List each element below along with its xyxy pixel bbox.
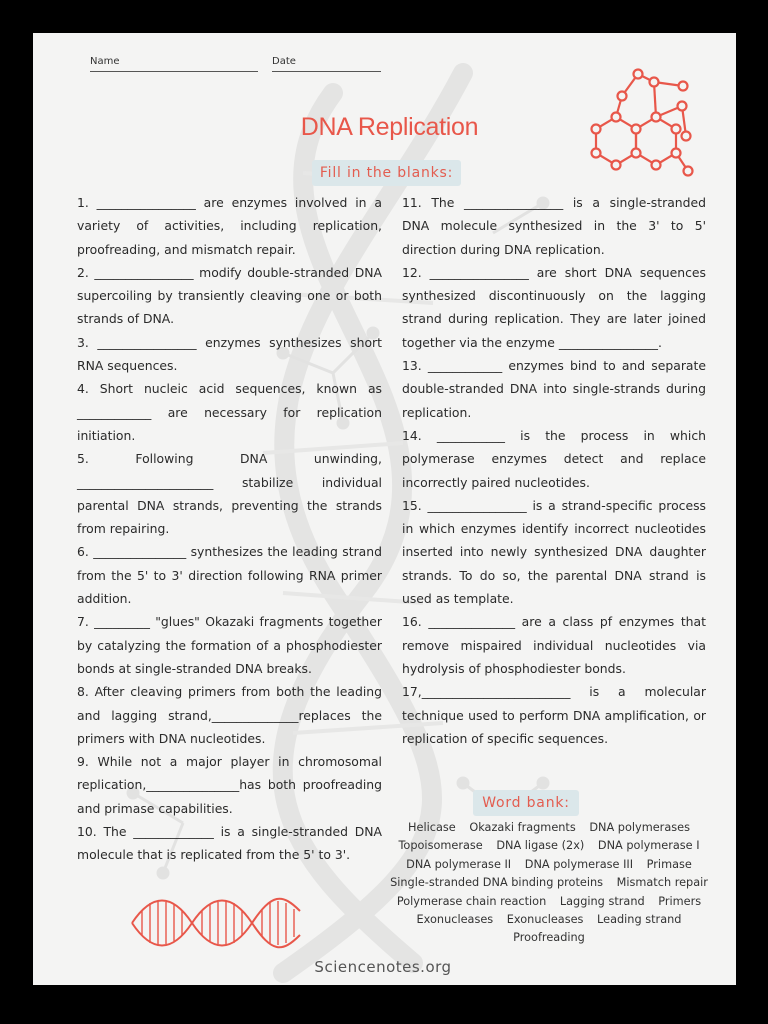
word-bank [378, 819, 720, 948]
word-bank-term: Polymerase chain reaction [396, 894, 547, 908]
fill-in-heading: Fill in the blanks: [312, 160, 461, 186]
word-bank-term: Leading strand [597, 913, 682, 927]
word-bank-term: DNA polymerases [589, 821, 690, 834]
word-bank-term: Primase [646, 857, 692, 871]
footer-site-name: Sciencenotes.org [314, 958, 452, 976]
word-bank-term: Helicase [408, 821, 456, 834]
question-12: 12. ________________ are short DNA sequences synthesized discontinuously on the lagging strand during replication. They are later joined together via the enzyme ________________. [402, 264, 706, 350]
question-6: 6. _______________ synthesizes the leading strand from the 5' to 3' direction following RNA primer addition. [77, 544, 382, 607]
word-bank-term: Topoisomerase [398, 839, 483, 853]
word-bank-term: Exonucleases [416, 913, 494, 927]
question-7: 7. _________ "glues" Okazaki fragments together by catalyzing the formation of a phosphodiester bonds at single-stranded DNA breaks. [77, 614, 382, 676]
date-field-line[interactable] [272, 71, 381, 72]
questions-right-column [402, 191, 706, 750]
question-1: 1. ________________ are enzymes involved in a variety of activities, including replication, proofreading, and mismatch repair. [77, 195, 382, 257]
question-9: 9. While not a major player in chromosomal replication,_______________has both proofreading and primase capabilities. [77, 754, 382, 816]
question-2: 2. ________________ modify double-stranded DNA supercoiling by transiently cleaving one or both strands of DNA. [77, 264, 382, 327]
questions-left-column [77, 191, 382, 867]
word-bank-term: Primers [658, 894, 702, 908]
question-8: 8. After cleaving primers from both the leading and lagging strand,______________replaces the primers with DNA nucleotides. [77, 684, 382, 746]
word-bank-term: Exonucleases [506, 913, 584, 927]
question-14: 14. ___________ is the process in which polymerase enzymes detect and replace incorrectly paired nucleotides. [402, 427, 706, 490]
word-bank-term: Single-stranded DNA binding proteins [390, 876, 604, 890]
word-bank-heading: Word bank: [473, 790, 579, 816]
word-bank-term: DNA ligase (2x) [496, 839, 585, 853]
date-label: Date [272, 56, 296, 67]
question-17: 17,________________________ is a molecular technique used to perform DNA amplification, or replication of specific sequences. [402, 684, 706, 746]
question-10: 10. The _____________ is a single-stranded DNA molecule that is replicated from the 5' to 3'. [77, 824, 382, 863]
dna-helix-icon [128, 891, 303, 955]
question-13: 13. ____________ enzymes bind to and separate double-stranded DNA into single-strands during replication. [402, 358, 706, 420]
question-4: 4. Short nucleic acid sequences, known as ____________ are necessary for replication initiation. [77, 381, 382, 443]
question-3: 3. ________________ enzymes synthesizes short RNA sequences. [77, 334, 382, 374]
name-label: Name [90, 56, 120, 67]
question-16: 16. ______________ are a class pf enzymes that remove mispaired individual nucleotides via hydrolysis of phosphodiester bonds. [402, 614, 706, 676]
worksheet-page [33, 33, 736, 985]
question-5: 5. Following DNA unwinding, ______________________ stabilize individual parental DNA strands, preventing the strands from repairing. [77, 451, 382, 537]
question-15: 15. ________________ is a strand-specific process in which enzymes identify incorrect nucleotides inserted into newly synthesized DNA daughter strands. To do so, the parental DNA strand is used as template. [402, 497, 706, 607]
name-field-line[interactable] [90, 71, 258, 72]
word-bank-term: DNA polymerase III [524, 857, 634, 871]
question-11: 11. The ________________ is a single-stranded DNA molecule synthesized in the 3' to 5' direction during DNA replication. [402, 195, 706, 257]
word-bank-term: Lagging strand [559, 894, 645, 908]
word-bank-term: DNA polymerase I [597, 839, 700, 853]
word-bank-term: DNA polymerase II [406, 857, 512, 871]
word-bank-term: Okazaki fragments [469, 821, 576, 834]
word-bank-term: Proofreading [513, 931, 585, 945]
page-title: DNA Replication [300, 113, 479, 141]
word-bank-term: Mismatch repair [616, 876, 708, 890]
